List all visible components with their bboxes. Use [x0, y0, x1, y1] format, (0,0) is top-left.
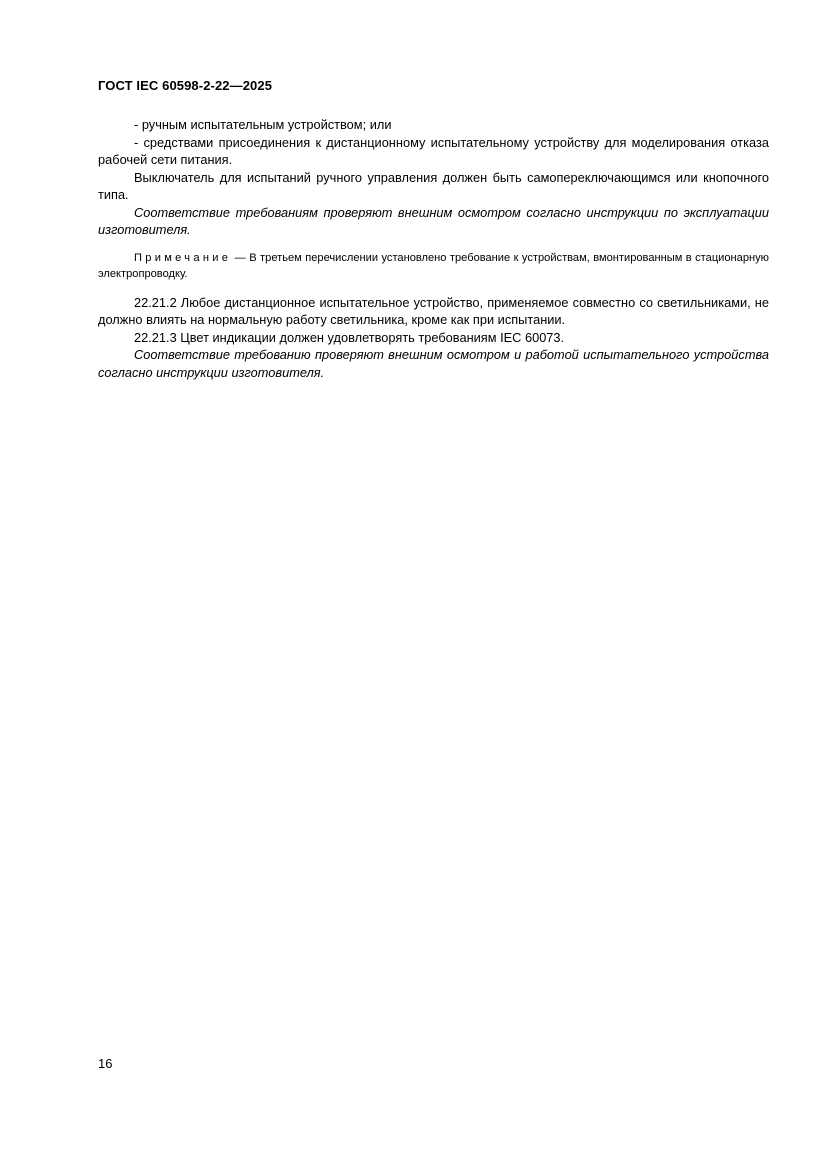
note-label: Примечание: [134, 251, 232, 264]
paragraph-compliance-check-1: Соответствие требованиям проверяют внешним осмотром согласно инструкции по эксплуатации изготовителя.: [98, 204, 769, 237]
document-body: [98, 116, 769, 381]
list-item-manual-test-device: - ручным испытательным устройством; или: [134, 117, 392, 132]
clause-22-21-2: 22.21.2 Любое дистанционное испытательное устройство, применяемое совместно со светильниками, не должно влиять на нормальную работу светильника, кроме как при испытании.: [98, 294, 769, 327]
document-header: ГОСТ IEC 60598-2-22—2025: [98, 78, 273, 93]
paragraph-test-switch: Выключатель для испытаний ручного управления должен быть самопереключающимся или кнопочного типа.: [98, 169, 769, 202]
clause-22-21-3: 22.21.3 Цвет индикации должен удовлетворять требованиям IEC 60073.: [134, 329, 565, 345]
paragraph-compliance-check-2: Соответствие требованию проверяют внешним осмотром и работой испытательного устройства согласно инструкции изготовителя.: [98, 347, 769, 380]
page-number: 16: [98, 1056, 113, 1071]
list-item-remote-test-device: - средствами присоединения к дистанционному испытательному устройству для моделирования отказа рабочей сети питания.: [98, 134, 769, 167]
note-text: — В третьем перечислении установлено требование к устройствам, вмонтированным в стационарную электропроводку.: [98, 251, 769, 280]
note-paragraph: [98, 250, 769, 282]
